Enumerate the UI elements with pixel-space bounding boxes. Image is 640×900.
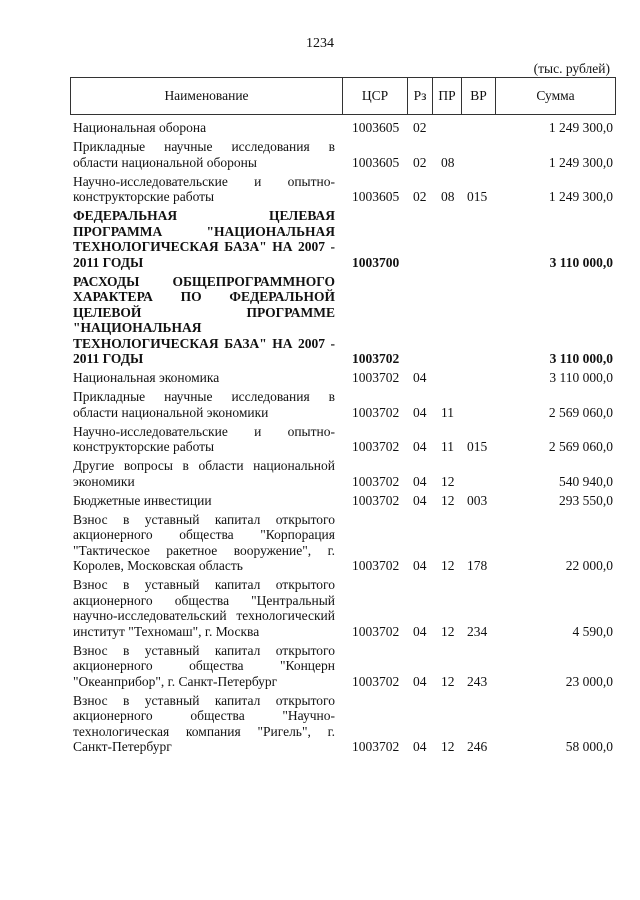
row-name: Взнос в уставный капитал открытого акционерного общества "Центральный научно-исследовательский технологический институт "Техномаш", г. Москва	[73, 577, 335, 639]
row-name: Бюджетные инвестиции	[73, 492, 212, 508]
row-csr: 1003702	[352, 739, 400, 754]
row-csr: 1003702	[352, 492, 400, 508]
row-sum: 1 249 300,0	[548, 120, 613, 135]
row-name: Научно-исследовательские и опытно-конструкторские работы	[73, 173, 335, 204]
table-body	[73, 120, 613, 758]
row-sum: 3 110 000,0	[549, 254, 613, 270]
row-sum: 23 000,0	[565, 673, 613, 689]
row-pr: 11	[441, 404, 454, 420]
table-row	[73, 493, 613, 509]
row-rz: 04	[413, 492, 427, 508]
table-row	[73, 577, 613, 639]
row-csr: 1003702	[352, 404, 400, 420]
row-vr: 015	[467, 439, 488, 454]
row-pr: 08	[441, 189, 455, 204]
row-vr: 003	[467, 492, 488, 508]
row-csr: 1003700	[352, 254, 400, 270]
header-pr: ПР	[432, 78, 461, 114]
page-number: 1234	[306, 36, 334, 51]
row-csr: 1003702	[352, 370, 400, 385]
row-sum: 2 569 060,0	[548, 439, 613, 454]
row-sum: 3 110 000,0	[549, 351, 613, 366]
units-label: (тыс. рублей)	[533, 61, 610, 76]
row-sum: 3 110 000,0	[549, 370, 613, 385]
row-rz: 04	[413, 558, 427, 573]
row-name: Взнос в уставный капитал открытого акционерного общества "Корпорация "Тактическое ракетное вооружение", г. Королев, Московская область	[73, 511, 335, 573]
row-csr: 1003605	[352, 154, 400, 170]
table-row	[73, 643, 613, 690]
row-name: Взнос в уставный капитал открытого акционерного общества "Концерн "Океанприбор", г. Санкт-Петербург	[73, 642, 335, 689]
row-name: Другие вопросы в области национальной экономики	[73, 458, 335, 489]
row-sum: 1 249 300,0	[548, 154, 613, 170]
row-rz: 04	[413, 404, 427, 420]
row-name: Национальная экономика	[73, 370, 220, 385]
table-row	[73, 512, 613, 574]
row-name: Прикладные научные исследования в области национальной экономики	[73, 389, 335, 420]
row-csr: 1003702	[352, 351, 400, 366]
row-sum: 58 000,0	[565, 739, 613, 754]
row-csr: 1003702	[352, 623, 400, 639]
header-sum: Сумма	[495, 78, 616, 114]
row-rz: 04	[413, 623, 427, 639]
row-csr: 1003702	[352, 473, 400, 489]
row-name: ФЕДЕРАЛЬНАЯ ЦЕЛЕВАЯ ПРОГРАММА "НАЦИОНАЛЬНАЯ ТЕХНОЛОГИЧЕСКАЯ БАЗА" НА 2007 - 2011 ГОДЫ	[73, 208, 335, 270]
row-pr: 12	[441, 492, 455, 508]
row-csr: 1003605	[352, 120, 400, 135]
table-row	[73, 274, 613, 367]
row-pr: 12	[441, 739, 455, 754]
row-name: Взнос в уставный капитал открытого акционерного общества "Научно-технологическая компания "Ригель", г. Санкт-Петербург	[73, 692, 335, 754]
row-sum: 1 249 300,0	[548, 189, 613, 204]
row-vr: 178	[467, 558, 488, 573]
table-row	[73, 424, 613, 455]
row-rz: 04	[413, 439, 427, 454]
table-row	[73, 139, 613, 170]
row-name: Прикладные научные исследования в области национальной обороны	[73, 139, 335, 170]
row-name: РАСХОДЫ ОБЩЕПРОГРАММНОГО ХАРАКТЕРА ПО ФЕДЕРАЛЬНОЙ ЦЕЛЕВОЙ ПРОГРАММЕ "НАЦИОНАЛЬНАЯ ТЕХНОЛОГИЧЕСКАЯ БАЗА" НА 2007 - 2011 ГОДЫ	[73, 273, 335, 366]
row-pr: 08	[441, 154, 455, 170]
row-sum: 2 569 060,0	[548, 404, 613, 420]
row-sum: 293 550,0	[559, 492, 613, 508]
row-csr: 1003702	[352, 439, 400, 454]
row-pr: 12	[441, 558, 455, 573]
row-sum: 540 940,0	[559, 473, 613, 489]
row-vr: 234	[467, 623, 488, 639]
table-row	[73, 208, 613, 270]
row-name: Научно-исследовательские и опытно-конструкторские работы	[73, 423, 335, 454]
row-rz: 02	[413, 154, 427, 170]
row-pr: 12	[441, 673, 455, 689]
row-rz: 04	[413, 370, 427, 385]
row-sum: 4 590,0	[572, 623, 613, 639]
row-sum: 22 000,0	[565, 558, 613, 573]
row-vr: 246	[467, 739, 488, 754]
header-csr: ЦСР	[342, 78, 407, 114]
row-rz: 04	[413, 473, 427, 489]
table-header	[70, 77, 616, 115]
row-rz: 02	[413, 189, 427, 204]
table-row	[73, 458, 613, 489]
row-csr: 1003702	[352, 673, 400, 689]
row-pr: 12	[441, 623, 455, 639]
row-name: Национальная оборона	[73, 120, 207, 135]
row-rz: 02	[413, 120, 427, 135]
table-row	[73, 174, 613, 205]
row-csr: 1003605	[352, 189, 400, 204]
table-row	[73, 120, 613, 136]
table-row	[73, 370, 613, 386]
header-vr: ВР	[461, 78, 495, 114]
row-vr: 243	[467, 673, 488, 689]
header-name: Наименование	[70, 78, 342, 114]
table-row	[73, 693, 613, 755]
row-rz: 04	[413, 739, 427, 754]
row-vr: 015	[467, 189, 488, 204]
row-csr: 1003702	[352, 558, 400, 573]
row-pr: 11	[441, 439, 454, 454]
row-rz: 04	[413, 673, 427, 689]
header-rz: Рз	[407, 78, 432, 114]
table-row	[73, 389, 613, 420]
row-pr: 12	[441, 473, 455, 489]
